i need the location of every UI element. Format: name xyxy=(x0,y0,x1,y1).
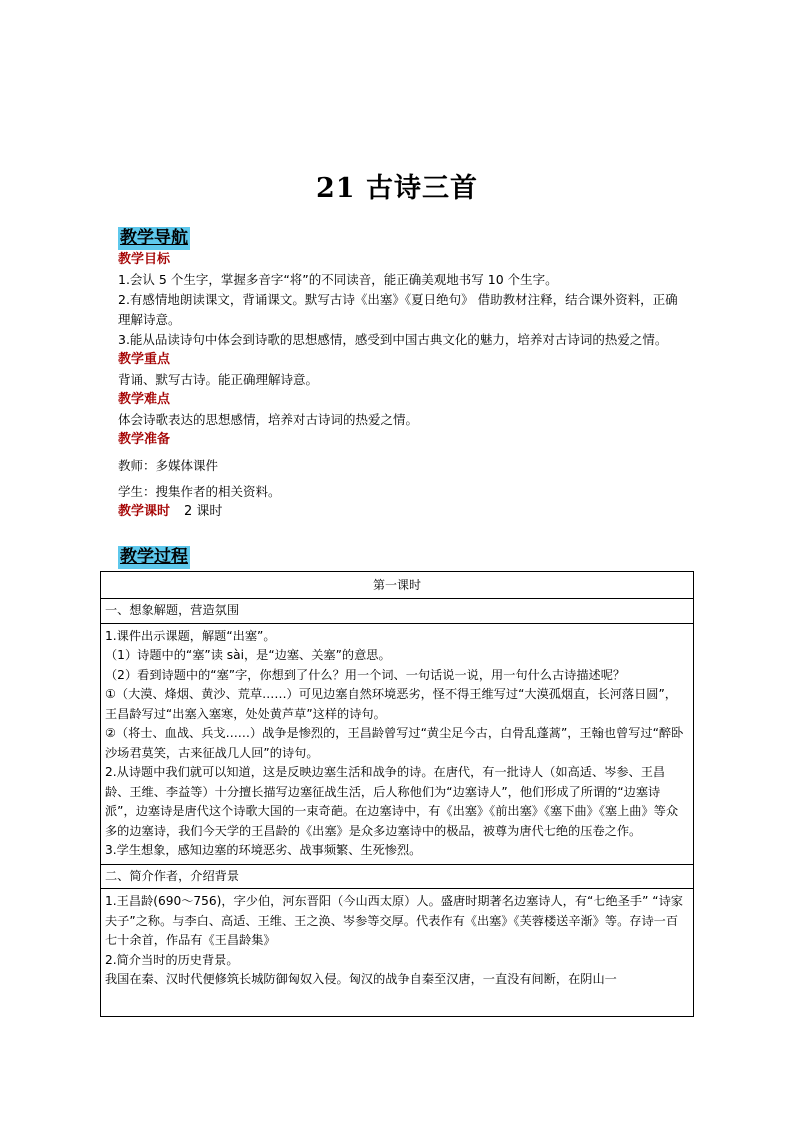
paragraph: 我国在秦、汉时代便修筑长城防御匈奴入侵。匈汉的战争自秦至汉唐，一直没有间断，在阴山一 xyxy=(105,972,617,986)
key-points-heading: 教学重点 xyxy=(118,352,171,367)
teaching-navigation-section xyxy=(118,250,678,522)
paragraph: ②（将士、血战、兵戈……）战争是惨烈的，王昌龄曾写过“黄尘足今古，白骨乱蓬蒿”，王翰也曾写过“醉卧沙场君莫笑，古来征战几人回”的诗句。 xyxy=(105,726,684,760)
goal-item: 1.会认 5 个生字，掌握多音字“将”的不同读音，能正确美观地书写 10 个生字。 xyxy=(118,272,558,287)
lesson-body xyxy=(101,599,693,992)
paragraph: （2）看到诗题中的“塞”字，你想到了什么？用一个词、一句话说一说，用一句什么古诗描述呢？ xyxy=(105,667,626,682)
preparation-teacher: 教师：多媒体课件 xyxy=(118,458,219,473)
goals-heading: 教学目标 xyxy=(118,252,171,267)
goal-item: 2.有感情地朗读课文，背诵课文。默写古诗《出塞》《夏日绝句》 借助教材注释，结合课外资料，正确理解诗意。 xyxy=(118,292,678,327)
teaching-navigation-banner: 教学导航 xyxy=(120,228,188,248)
class-hours-line xyxy=(118,502,678,522)
class-hours-heading: 教学课时 xyxy=(118,504,171,519)
key-points-text: 背诵、默写古诗。能正确理解诗意。 xyxy=(118,372,319,387)
preparation-heading: 教学准备 xyxy=(118,432,171,447)
paragraph: 1.王昌龄(690～756)，字少伯，河东晋阳（今山西太原）人。盛唐时期著名边塞诗人，有“七绝圣手” “诗家夫子”之称。与李白、高适、王维、王之涣、岑参等交厚。代表作有《出塞》《芙蓉楼送辛渐》等。存诗一百七十余首，作品有《王昌龄集》 xyxy=(105,894,683,947)
section-title: 二、简介作者，介绍背景 xyxy=(101,864,693,890)
class-hours-value: 2 课时 xyxy=(184,504,223,519)
page-title: 21 古诗三首 xyxy=(316,173,478,204)
difficulty-heading: 教学难点 xyxy=(118,392,171,407)
paragraph: 3.学生想象，感知边塞的环境恶劣、战事频繁、生死惨烈。 xyxy=(105,843,422,857)
goal-item: 3.能从品读诗句中体会到诗歌的思想感情，感受到中国古典文化的魅力，培养对古诗词的热爱之情。 xyxy=(118,332,668,347)
paragraph: 2.简介当时的历史背景。 xyxy=(105,952,239,967)
teaching-process-table xyxy=(100,571,694,1017)
lesson-title: 第一课时 xyxy=(101,572,693,599)
paragraph: 1.课件出示课题，解题“出塞”。 xyxy=(105,628,276,643)
section-title: 一、想象解题，营造氛围 xyxy=(101,599,693,624)
preparation-student: 学生：搜集作者的相关资料。 xyxy=(118,484,281,499)
paragraph: 2.从诗题中我们就可以知道，这是反映边塞生活和战争的诗。在唐代，有一批诗人（如高适、岑参、王昌龄、王维、李益等）十分擅长描写边塞征战生活，后人称他们为“边塞诗人”，他们形成了所谓的“边塞诗派”，边塞诗是唐代这个诗歌大国的一束奇葩。在边塞诗中，有《出塞》《前出塞》《塞下曲》《塞上曲》等众多的边塞诗，我们今天学的王昌龄的《出塞》是众多边塞诗中的极品，被尊为唐代七绝的压卷之作。 xyxy=(105,765,679,838)
difficulty-text: 体会诗歌表达的思想感情，培养对古诗词的热爱之情。 xyxy=(118,412,419,427)
teaching-process-banner: 教学过程 xyxy=(120,547,188,567)
paragraph: ①（大漠、烽烟、黄沙、荒草……）可见边塞自然环境恶劣，怪不得王维写过“大漠孤烟直，长河落日圆”，王昌龄写过“出塞入塞寒，处处黄芦草”这样的诗句。 xyxy=(105,687,677,721)
paragraph: （1）诗题中的“塞”读 sài，是“边塞、关塞”的意思。 xyxy=(105,648,391,662)
